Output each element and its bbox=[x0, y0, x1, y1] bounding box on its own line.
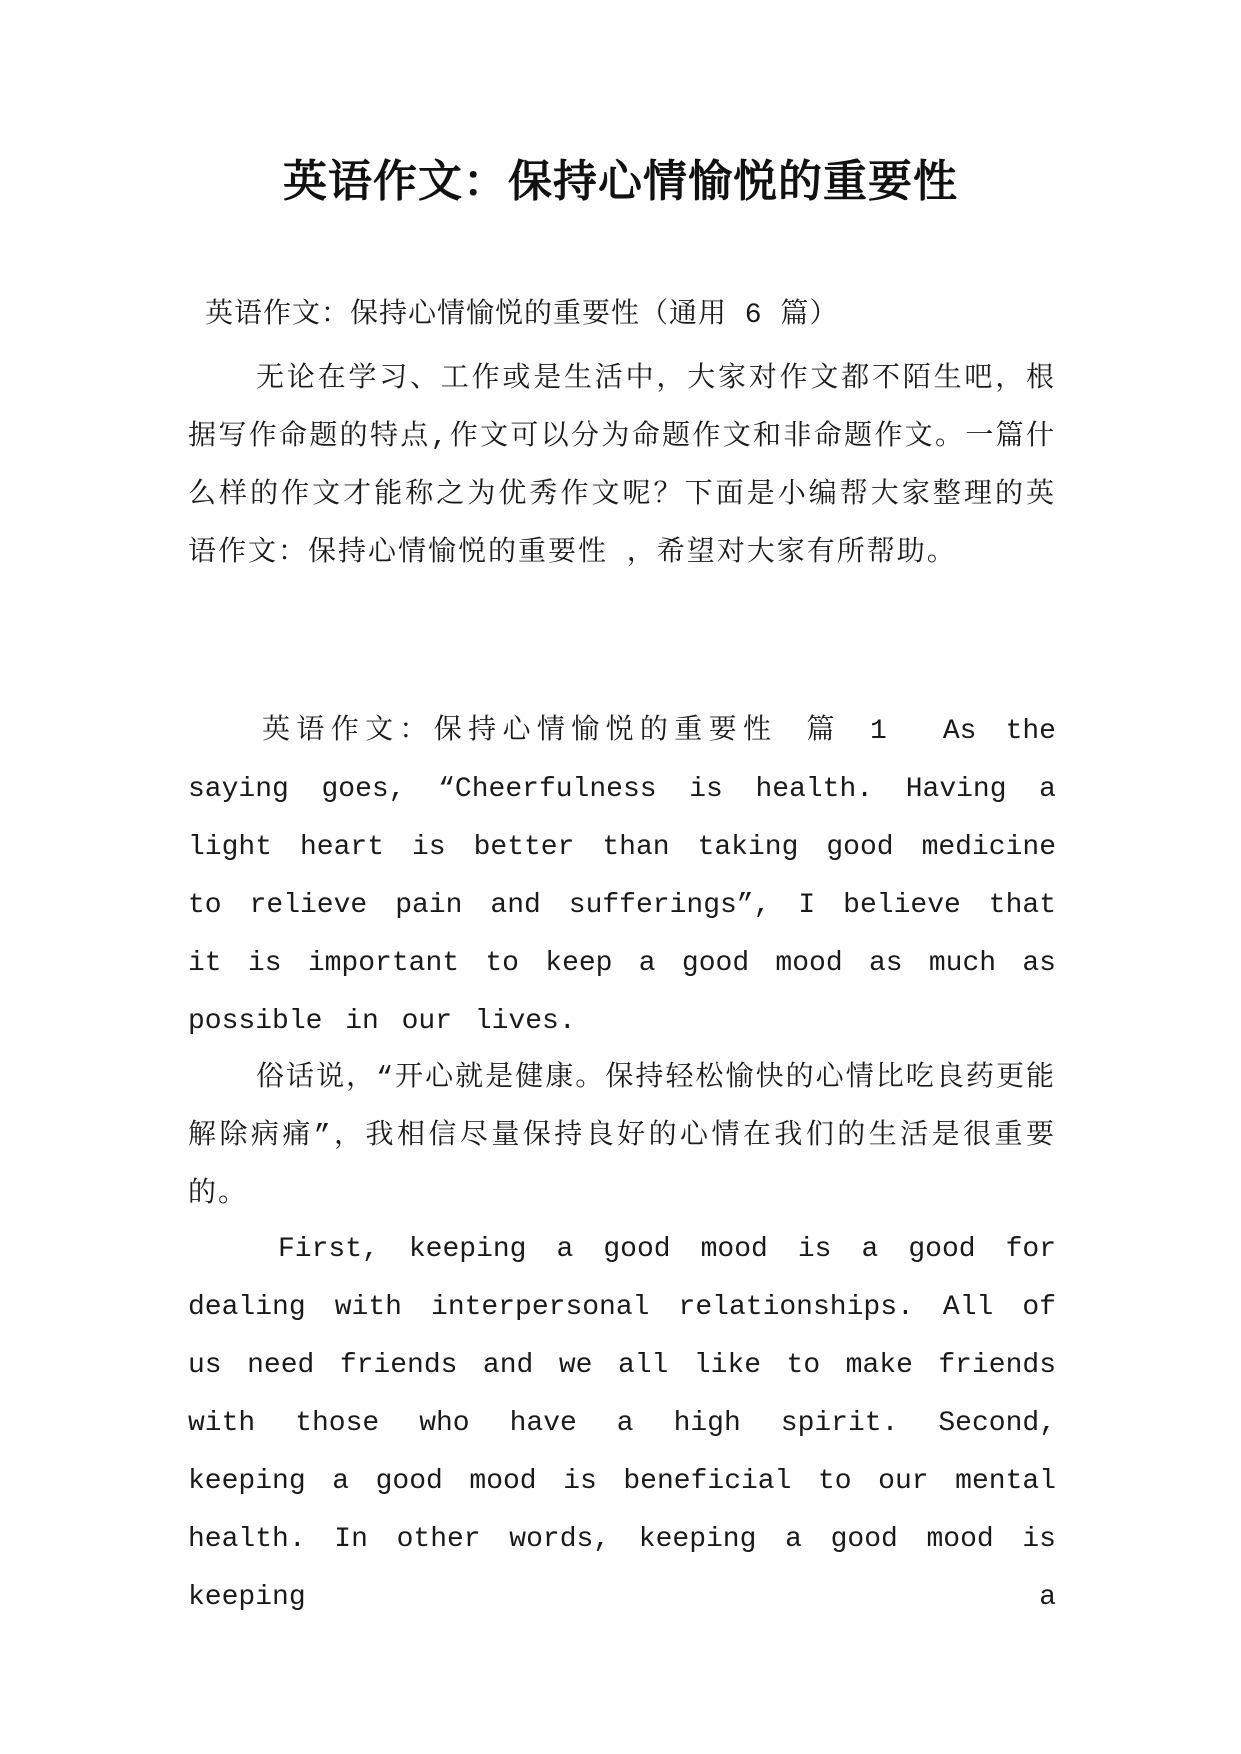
document-subtitle: 英语作文：保持心情愉悦的重要性（通用 6 篇） bbox=[205, 300, 839, 331]
essay-1-english-paragraph-1: As the saying goes, “Cheerfulness is health. Having a light heart is better than taking good medicine to relieve pain and sufferings”, I believe that it is important to keep a good mood as much as possible in our lives. bbox=[188, 716, 1056, 1037]
intro-paragraph: 无论在学习、工作或是生活中，大家对作文都不陌生吧，根据写作命题的特点,作文可以分为命题作文和非命题作文。一篇什么样的作文才能称之为优秀作文呢？下面是小编帮大家整理的英语作文：保持心情愉悦的重要性 ，希望对大家有所帮助。 bbox=[188, 364, 1056, 569]
essay-1-opening-paragraph bbox=[188, 703, 1056, 1051]
document-title: 英语作文：保持心情愉悦的重要性 bbox=[283, 156, 958, 207]
essay-1-heading: 英语作文：保持心情愉悦的重要性 篇 1 bbox=[262, 716, 887, 747]
essay-1-chinese-paragraph-1: 俗话说，“开心就是健康。保持轻松愉快的心情比吃良药更能解除病痛”，我相信尽量保持良好的心情在我们的生活是很重要的。 bbox=[188, 1063, 1056, 1210]
essay-1-english-paragraph-2: First, keeping a good mood is a good for dealing with interpersonal relationships. All of us need friends and we all like to make friends with those who have a high spirit. Second, keeping a good mood is beneficial to our mental health. In other words, keeping a good mood is keeping a bbox=[188, 1234, 1056, 1613]
